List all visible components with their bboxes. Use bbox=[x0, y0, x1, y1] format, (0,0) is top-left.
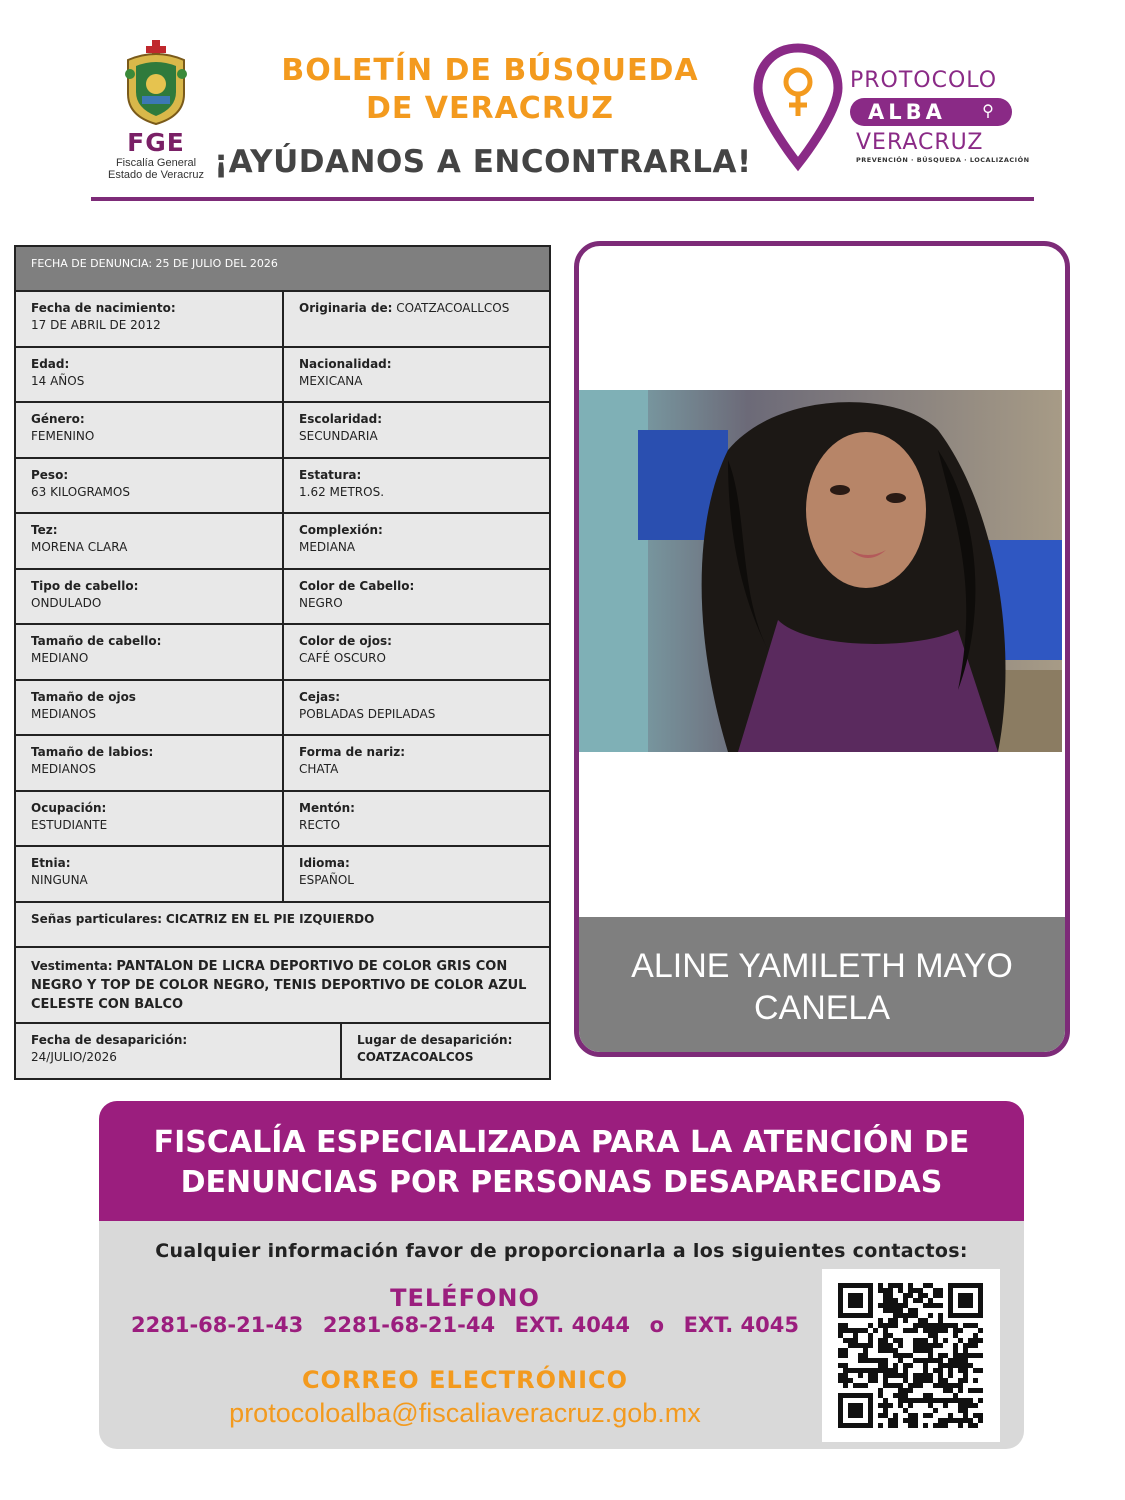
field-label: Color de ojos: bbox=[299, 634, 392, 648]
person-name-line1: ALINE YAMILETH MAYO bbox=[631, 947, 1013, 985]
table-row bbox=[16, 514, 549, 570]
distinguishing-marks-value: CICATRIZ EN EL PIE IZQUIERDO bbox=[165, 911, 375, 926]
field-cell bbox=[284, 792, 549, 846]
table-row bbox=[16, 292, 549, 348]
field-cell bbox=[284, 681, 549, 735]
field-cell bbox=[16, 292, 284, 346]
field-label: Cejas: bbox=[299, 689, 341, 704]
field-value: MEDIANOS bbox=[31, 706, 96, 721]
phone-1[interactable]: 2281-68-21-43 bbox=[131, 1313, 304, 1337]
photo-card bbox=[574, 241, 1070, 1057]
table-row bbox=[16, 625, 549, 681]
missing-person-photo bbox=[578, 390, 1062, 752]
field-cell bbox=[284, 625, 549, 679]
field-value: NINGUNA bbox=[31, 873, 88, 887]
field-label: Idioma: bbox=[299, 856, 350, 870]
fge-name-line2: Estado de Veracruz bbox=[107, 169, 204, 181]
extension-1: EXT. 4044 bbox=[514, 1313, 631, 1337]
person-data-table bbox=[14, 245, 551, 1080]
field-cell bbox=[16, 514, 284, 568]
field-value: 63 KILOGRAMOS bbox=[31, 484, 130, 499]
field-label: Peso: bbox=[31, 467, 69, 482]
distinguishing-marks bbox=[16, 903, 549, 948]
field-cell bbox=[284, 847, 549, 901]
veracruz-shield-icon bbox=[120, 38, 192, 126]
field-label: Tez: bbox=[31, 523, 58, 537]
alba-tagline: PREVENCIÓN · BÚSQUEDA · LOCALIZACIÓN bbox=[856, 156, 1030, 164]
field-cell bbox=[284, 514, 549, 568]
person-name-line2: CANELA bbox=[753, 989, 891, 1027]
disappearance-date-value: 24/JULIO/2026 bbox=[31, 1049, 117, 1064]
table-row bbox=[16, 736, 549, 792]
phone-numbers bbox=[131, 1313, 799, 1337]
disappearance-date-label: Fecha de desaparición: bbox=[31, 1032, 188, 1047]
field-label: Género: bbox=[31, 412, 85, 426]
field-value: FEMENINO bbox=[31, 429, 95, 443]
field-cell bbox=[284, 403, 549, 457]
table-row bbox=[16, 348, 549, 404]
disappearance-place bbox=[342, 1024, 549, 1078]
field-label: Escolaridad: bbox=[299, 412, 383, 426]
phone-2[interactable]: 2281-68-21-44 bbox=[322, 1313, 496, 1337]
protocolo-alba-logo bbox=[752, 42, 1032, 172]
field-cell bbox=[284, 348, 549, 402]
field-cell bbox=[16, 625, 284, 679]
email-address[interactable]: protocoloalba@fiscaliaveracruz.gob.mx bbox=[229, 1398, 701, 1428]
field-cell bbox=[16, 403, 284, 457]
table-row bbox=[16, 681, 549, 737]
field-value: SECUNDARIA bbox=[299, 429, 378, 443]
field-value: MEDIANOS bbox=[31, 762, 96, 776]
field-label: Estatura: bbox=[299, 467, 362, 482]
phone-label: TELÉFONO bbox=[390, 1284, 540, 1312]
contact-box bbox=[99, 1101, 1024, 1449]
table-row bbox=[16, 570, 549, 626]
person-name bbox=[579, 917, 1065, 1057]
location-pin-female-icon bbox=[752, 42, 844, 172]
field-cell bbox=[16, 570, 284, 624]
field-label: Tamaño de labios: bbox=[31, 745, 154, 759]
table-row bbox=[16, 847, 549, 903]
disappearance-place-value: COATZACOALCOS bbox=[357, 1049, 474, 1064]
disappearance-place-label: Lugar de desaparición: bbox=[357, 1032, 513, 1047]
field-value: POBLADAS DEPILADAS bbox=[299, 706, 436, 721]
clothing-value: PANTALON DE LICRA DEPORTIVO DE COLOR GRIS CON NEGRO Y TOP DE COLOR NEGRO, TENIS DEPORTIVO DE COLOR AZUL CELESTE CON BALCO bbox=[31, 958, 527, 1012]
field-cell bbox=[16, 792, 284, 846]
alba-veracruz-text: VERACRUZ bbox=[856, 130, 984, 155]
fge-abbreviation: FGE bbox=[127, 128, 185, 157]
office-line2: DENUNCIAS POR PERSONAS DESAPARECIDAS bbox=[180, 1165, 943, 1200]
qr-code[interactable] bbox=[822, 1269, 1000, 1442]
field-label: Originaria de: bbox=[299, 301, 393, 315]
field-cell bbox=[284, 570, 549, 624]
field-value: MORENA CLARA bbox=[31, 540, 128, 554]
extension-2: EXT. 4045 bbox=[683, 1313, 799, 1337]
fge-name-line1: Fiscalía General bbox=[115, 157, 197, 169]
field-cell bbox=[16, 847, 284, 901]
field-value: ESPAÑOL bbox=[299, 873, 354, 887]
field-value: ONDULADO bbox=[31, 595, 102, 610]
field-cell bbox=[284, 292, 549, 346]
field-cell bbox=[16, 348, 284, 402]
clothing-label: Vestimenta: bbox=[31, 958, 113, 973]
field-value: MEDIANA bbox=[299, 540, 356, 554]
title-line-2: DE VERACRUZ bbox=[365, 91, 615, 126]
office-banner bbox=[99, 1101, 1024, 1221]
field-label: Tipo de cabello: bbox=[31, 578, 139, 593]
field-label: Ocupación: bbox=[31, 800, 107, 815]
field-value: 1.62 METROS. bbox=[299, 484, 385, 499]
field-value: ESTUDIANTE bbox=[31, 817, 108, 832]
field-label: Tamaño de cabello: bbox=[31, 634, 162, 648]
extension-or: o bbox=[649, 1313, 665, 1337]
fge-logo bbox=[100, 38, 212, 186]
field-label: Nacionalidad: bbox=[299, 356, 392, 371]
field-value: MEDIANO bbox=[31, 651, 89, 665]
field-label: Mentón: bbox=[299, 800, 355, 815]
title-line-1: BOLETÍN DE BÚSQUEDA bbox=[281, 53, 699, 88]
field-value: CAFÉ OSCURO bbox=[299, 651, 386, 665]
bulletin-title bbox=[220, 52, 760, 128]
field-value: 14 AÑOS bbox=[31, 373, 85, 388]
field-cell bbox=[284, 459, 549, 513]
email-label: CORREO ELECTRÓNICO bbox=[301, 1366, 629, 1394]
search-icon: ⚲ bbox=[982, 103, 994, 120]
alba-protocolo-text: PROTOCOLO bbox=[850, 68, 998, 93]
field-value: 17 DE ABRIL DE 2012 bbox=[31, 318, 161, 332]
field-label: Etnia: bbox=[31, 856, 71, 870]
report-date: FECHA DE DENUNCIA: 25 DE JULIO DEL 2026 bbox=[16, 247, 549, 292]
field-value: CHATA bbox=[299, 762, 339, 776]
field-label: Fecha de nacimiento: bbox=[31, 301, 176, 315]
contact-instructions: Cualquier información favor de proporcionarla a los siguientes contactos: bbox=[155, 1240, 968, 1262]
disappearance-date bbox=[16, 1024, 342, 1078]
header-divider bbox=[91, 197, 1034, 201]
alba-text: ALBA bbox=[868, 100, 946, 124]
field-value: COATZACOALLCOS bbox=[396, 301, 510, 315]
table-row bbox=[16, 459, 549, 515]
field-cell bbox=[16, 736, 284, 790]
field-cell bbox=[16, 459, 284, 513]
table-row bbox=[16, 792, 549, 848]
field-value: MEXICANA bbox=[299, 373, 363, 388]
field-value: RECTO bbox=[299, 817, 341, 832]
field-label: Forma de nariz: bbox=[299, 745, 406, 759]
field-label: Color de Cabello: bbox=[299, 578, 415, 593]
field-label: Complexión: bbox=[299, 523, 383, 537]
distinguishing-marks-label: Señas particulares: bbox=[31, 911, 163, 926]
field-cell bbox=[284, 736, 549, 790]
field-label: Tamaño de ojos bbox=[31, 689, 136, 704]
office-line1: FISCALÍA ESPECIALIZADA PARA LA ATENCIÓN DE bbox=[153, 1125, 970, 1160]
field-cell bbox=[16, 681, 284, 735]
disappearance-row bbox=[16, 1024, 549, 1078]
headline: ¡AYÚDANOS A ENCONTRARLA! bbox=[214, 144, 752, 180]
field-label: Edad: bbox=[31, 356, 70, 371]
field-value: NEGRO bbox=[299, 595, 343, 610]
clothing bbox=[16, 948, 549, 1024]
table-row bbox=[16, 403, 549, 459]
